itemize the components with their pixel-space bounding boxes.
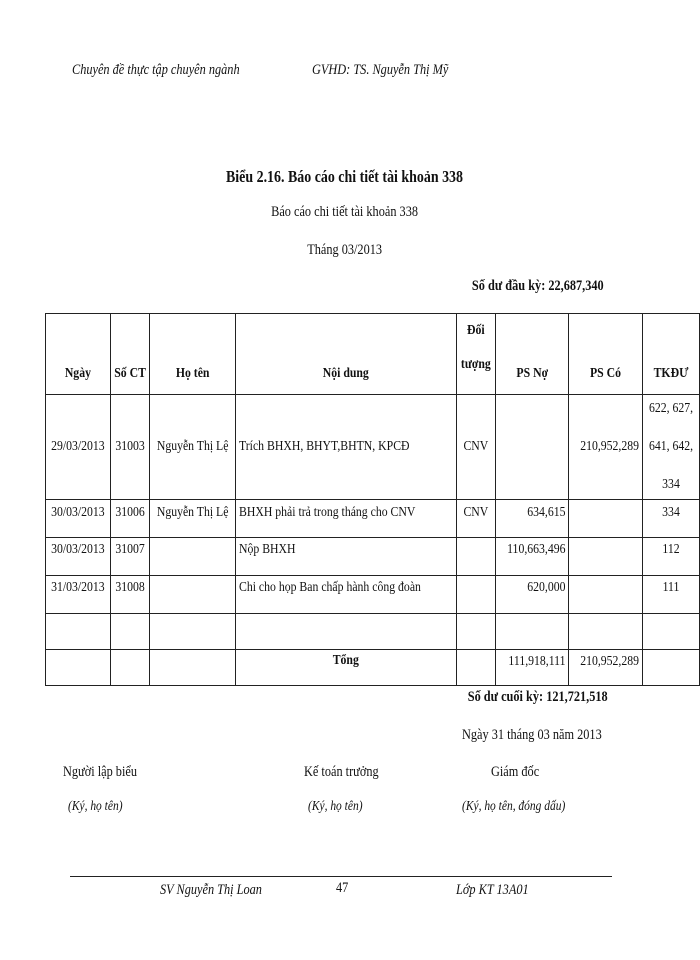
header-doc-no [110,314,149,395]
header-object [456,314,495,395]
empty-cell [568,614,642,650]
row-counter-account-line: 622, 627, [648,401,694,416]
row-credit [568,500,642,538]
empty-cell [149,614,235,650]
row-name [149,395,235,500]
row-date [46,395,111,500]
row-object [456,538,495,576]
row-date-text: 29/03/2013 [51,439,105,454]
director-note: (Ký, họ tên, đóng dấu) [462,799,566,814]
total-credit [568,650,642,686]
row-doc-no-text: 31007 [115,542,145,557]
row-debit [495,500,568,538]
row-credit [568,576,642,614]
header-counter-account [642,314,699,395]
footer-divider [70,876,612,877]
row-content-text: Trích BHXH, BHYT,BHTN, KPCĐ [239,439,410,454]
empty-cell [456,650,495,686]
row-counter-account-line: 641, 642, [648,439,694,454]
row-object-text: CNV [463,439,489,454]
table-row [46,576,700,614]
footer-student: SV Nguyễn Thị Loan [160,882,262,898]
report-title [0,167,690,187]
total-label [236,650,457,686]
row-doc-no [110,395,149,500]
running-header-right: GVHD: TS. Nguyễn Thị Mỹ [312,62,449,78]
footer-class: Lớp KT 13A01 [456,882,529,898]
row-content-text: Nộp BHXH [239,542,296,557]
chief-accountant-note: (Ký, họ tên) [308,799,363,814]
header-credit [568,314,642,395]
row-doc-no-text: 31008 [115,580,145,595]
empty-cell [46,650,111,686]
header-name [149,314,235,395]
table-row-empty [46,614,700,650]
header-date [46,314,111,395]
row-object [456,395,495,500]
header-debit-text: PS Nợ [515,366,548,381]
running-header-left: Chuyên đề thực tập chuyên ngành [72,62,240,78]
row-counter-account-line: 111 [662,580,680,595]
report-subtitle-text: Báo cáo chi tiết tài khoản 338 [271,204,419,220]
preparer-note: (Ký, họ tên) [68,799,123,814]
row-content [236,395,457,500]
row-counter-account [642,538,699,576]
row-object [456,500,495,538]
row-debit [495,538,568,576]
total-credit-text: 210,952,289 [580,654,639,669]
row-name-text: Nguyễn Thị Lệ [156,505,229,520]
empty-cell [495,614,568,650]
row-debit-text: 620,000 [526,580,565,595]
row-debit-text: 634,615 [526,505,565,520]
row-doc-no [110,538,149,576]
row-name [149,576,235,614]
empty-cell [642,650,699,686]
row-content-text: Chi cho họp Ban chấp hành công đoàn [239,580,422,595]
row-credit [568,395,642,500]
total-debit [495,650,568,686]
row-doc-no-text: 31003 [115,439,145,454]
header-content-text: Nội dung [322,366,370,381]
empty-cell [110,614,149,650]
row-debit [495,395,568,500]
table-header-row [46,314,700,395]
closing-balance-text: Số dư cuối kỳ: 121,721,518 [468,689,608,705]
row-doc-no-text: 31006 [115,505,145,520]
row-doc-no [110,576,149,614]
row-object-text: CNV [463,505,489,520]
row-name [149,500,235,538]
row-date [46,576,111,614]
row-counter-account-line: 334 [662,505,680,520]
header-debit [495,314,568,395]
report-subtitle [0,204,690,221]
report-period-text: Tháng 03/2013 [307,242,383,258]
row-debit-text: 110,663,496 [506,542,565,557]
signature-date: Ngày 31 tháng 03 năm 2013 [462,727,602,743]
director-title: Giám đốc [491,764,540,780]
total-debit-text: 111,918,111 [507,654,565,669]
row-credit [568,538,642,576]
header-object-line2: tượng [460,357,491,372]
table-total-row [46,650,700,686]
row-date-text: 31/03/2013 [51,580,105,595]
row-name [149,538,235,576]
opening-balance [443,278,604,295]
row-content [236,576,457,614]
page-number: 47 [336,880,349,896]
row-counter-account-line: 334 [662,477,680,492]
row-content [236,538,457,576]
row-counter-account-line: 112 [662,542,680,557]
row-counter-account [642,576,699,614]
chief-accountant-title: Kế toán trưởng [304,764,379,780]
header-object-line1: Đối [466,323,485,338]
table-row [46,395,700,500]
row-name-text: Nguyễn Thị Lệ [156,439,229,454]
row-date [46,500,111,538]
table-row [46,538,700,576]
header-credit-text: PS Có [589,366,621,381]
row-object [456,576,495,614]
row-credit-text: 210,952,289 [580,439,639,454]
header-date-text: Ngày [64,366,91,381]
header-name-text: Họ tên [175,366,210,381]
header-counter-account-text: TKĐƯ [653,366,689,381]
row-content-text: BHXH phải trả trong tháng cho CNV [239,505,416,520]
header-doc-no-text: Số CT [114,366,146,381]
row-debit [495,576,568,614]
empty-cell [236,614,457,650]
table-row [46,500,700,538]
empty-cell [149,650,235,686]
ledger-table [45,313,700,686]
preparer-title: Người lập biểu [63,764,137,780]
header-content [236,314,457,395]
empty-cell [642,614,699,650]
opening-balance-text: Số dư đầu kỳ: 22,687,340 [472,278,604,294]
total-label-text: Tổng [332,653,360,668]
report-period [0,242,690,259]
row-content [236,500,457,538]
empty-cell [46,614,111,650]
row-counter-account [642,395,699,500]
empty-cell [456,614,495,650]
row-date-text: 30/03/2013 [51,542,105,557]
report-title-text: Biểu 2.16. Báo cáo chi tiết tài khoản 338 [226,167,464,186]
row-date [46,538,111,576]
row-doc-no [110,500,149,538]
row-counter-account [642,500,699,538]
empty-cell [110,650,149,686]
closing-balance [437,689,608,706]
row-date-text: 30/03/2013 [51,505,105,520]
